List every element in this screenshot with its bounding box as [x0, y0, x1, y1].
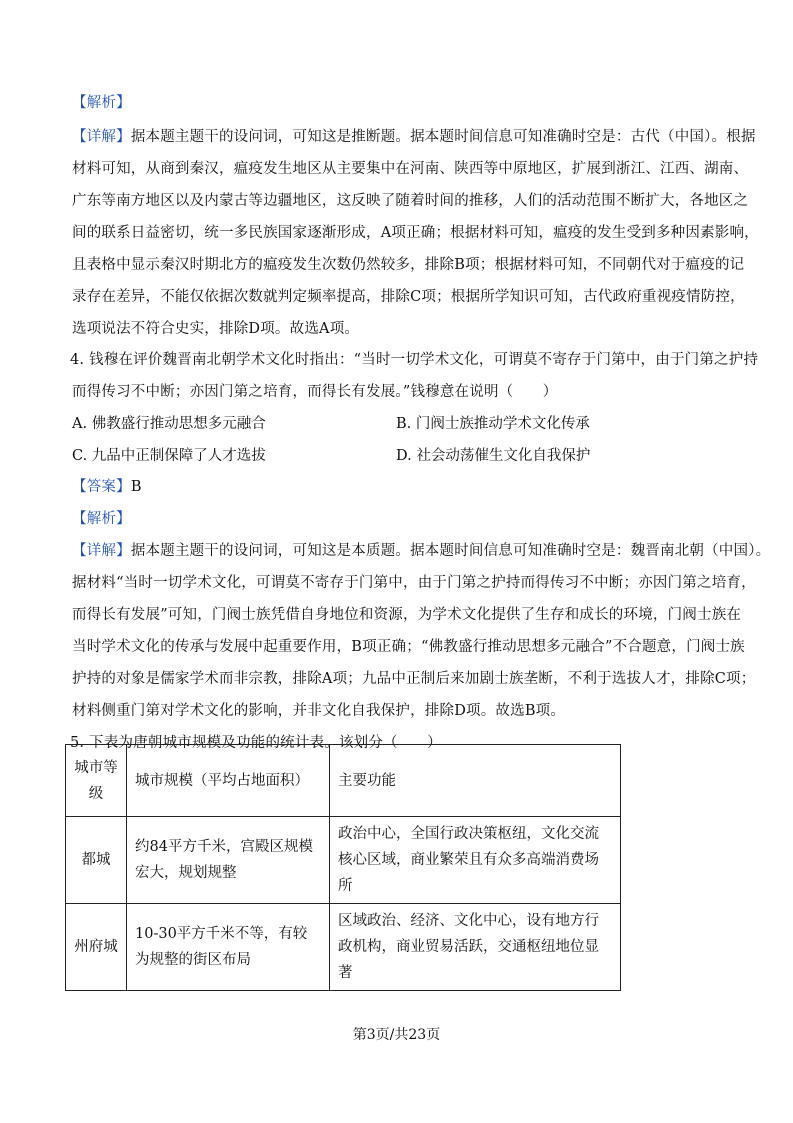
table-header-cell: 城市规模（平均占地面积）	[127, 745, 330, 817]
page-footer: 第3页/共23页	[352, 1027, 441, 1043]
detail-paragraph-line: 录存在差异，不能仅依据次数就判定频率提高，排除C项；根据所学知识可知，古代政府重视疫情防控，	[72, 289, 745, 305]
table-header-cell: 城市等级	[66, 745, 127, 817]
detail-paragraph-line: 选项说法不符合史实，排除D项。故选A项。	[72, 321, 360, 337]
detail-paragraph-line: 且表格中显示秦汉时期北方的瘟疫发生次数仍然较多，排除B项；根据材料可知，不同朝代对于瘟疫的记	[72, 257, 745, 273]
detail-label: 【详解】	[72, 543, 131, 559]
question-stem: 5. 下表为唐朝城市规模及功能的统计表。该划分（ ）	[70, 735, 442, 751]
question-stem: 而得传习不中断；亦因门第之培育，而得长有发展。”钱穆意在说明（ ）	[72, 384, 558, 400]
option-c: C. 九品中正制保障了人才选拔	[72, 448, 266, 464]
detail-paragraph-line: 材料可知，从商到秦汉，瘟疫发生地区从主要集中在河南、陕西等中原地区，扩展到浙江、江西、湖南、	[72, 161, 749, 177]
analysis-label: 【解析】	[72, 95, 131, 111]
detail-paragraph-line: 而得长有发展”可知，门阀士族凭借自身地位和资源，为学术文化提供了生存和成长的环境，门阀士族在	[72, 607, 742, 623]
detail-label: 【详解】	[72, 129, 131, 145]
analysis-label: 【解析】	[72, 511, 131, 527]
detail-paragraph-line: 【详解】据本题主题干的设问词，可知这是推断题。据本题时间信息可知准确时空是：古代（中国）。根据	[72, 129, 756, 145]
answer-value: B	[130, 479, 142, 495]
table-cell: 州府城	[66, 904, 127, 991]
detail-paragraph-line: 护持的对象是儒家学术而非宗教，排除A项；九品中正制后来加剧士族垄断，不利于选拔人才，排除C项；	[72, 671, 756, 687]
option-b: B. 门阀士族推动学术文化传承	[396, 416, 590, 432]
option-a: A. 佛教盛行推动思想多元融合	[72, 416, 266, 432]
detail-paragraph-line: 据材料“当时一切学术文化，可谓莫不寄存于门第中，由于门第之护持而得传习不中断；亦因门第之培育，	[72, 575, 756, 591]
table-cell: 都城	[66, 817, 127, 904]
table-header-cell: 主要功能	[330, 745, 621, 817]
detail-paragraph-line: 当时学术文化的传承与发展中起重要作用，B项正确；“佛教盛行推动思想多元融合”不合题意，门阀士族	[72, 639, 745, 655]
table-cell: 10-30平方千米不等，有较为规整的街区布局	[127, 904, 330, 991]
table-row	[66, 817, 621, 904]
detail-paragraph-line: 间的联系日益密切，统一多民族国家逐渐形成，A项正确；根据材料可知，瘟疫的发生受到多种因素影响，	[72, 225, 759, 241]
answer-line	[72, 478, 142, 496]
table-row	[66, 904, 621, 991]
table-cell: 约84平方千米，宫殿区规模宏大，规划规整	[127, 817, 330, 904]
table-cell: 政治中心，全国行政决策枢纽，文化交流核心区域，商业繁荣且有众多高端消费场所	[330, 817, 621, 904]
question-stem: 4. 钱穆在评价魏晋南北朝学术文化时指出：“当时一切学术文化，可谓莫不寄存于门第中，由于门第之护持	[70, 352, 759, 368]
detail-paragraph-line: 材料侧重门第对学术文化的影响，并非文化自我保护，排除D项。故选B项。	[72, 703, 566, 719]
answer-label: 【答案】	[72, 479, 131, 495]
city-table	[65, 744, 621, 991]
detail-paragraph-line: 广东等南方地区以及内蒙古等边疆地区，这反映了随着时间的推移，人们的活动范围不断扩大，各地区之	[72, 193, 749, 209]
option-d: D. 社会动荡催生文化自我保护	[396, 448, 591, 464]
table-cell: 区域政治、经济、文化中心，设有地方行政机构，商业贸易活跃，交通枢纽地位显著	[330, 904, 621, 991]
detail-paragraph-line: 【详解】据本题主题干的设问词，可知这是本质题。据本题时间信息可知准确时空是：魏晋南北朝（中国）。	[72, 543, 771, 559]
table-header-row	[66, 745, 621, 817]
